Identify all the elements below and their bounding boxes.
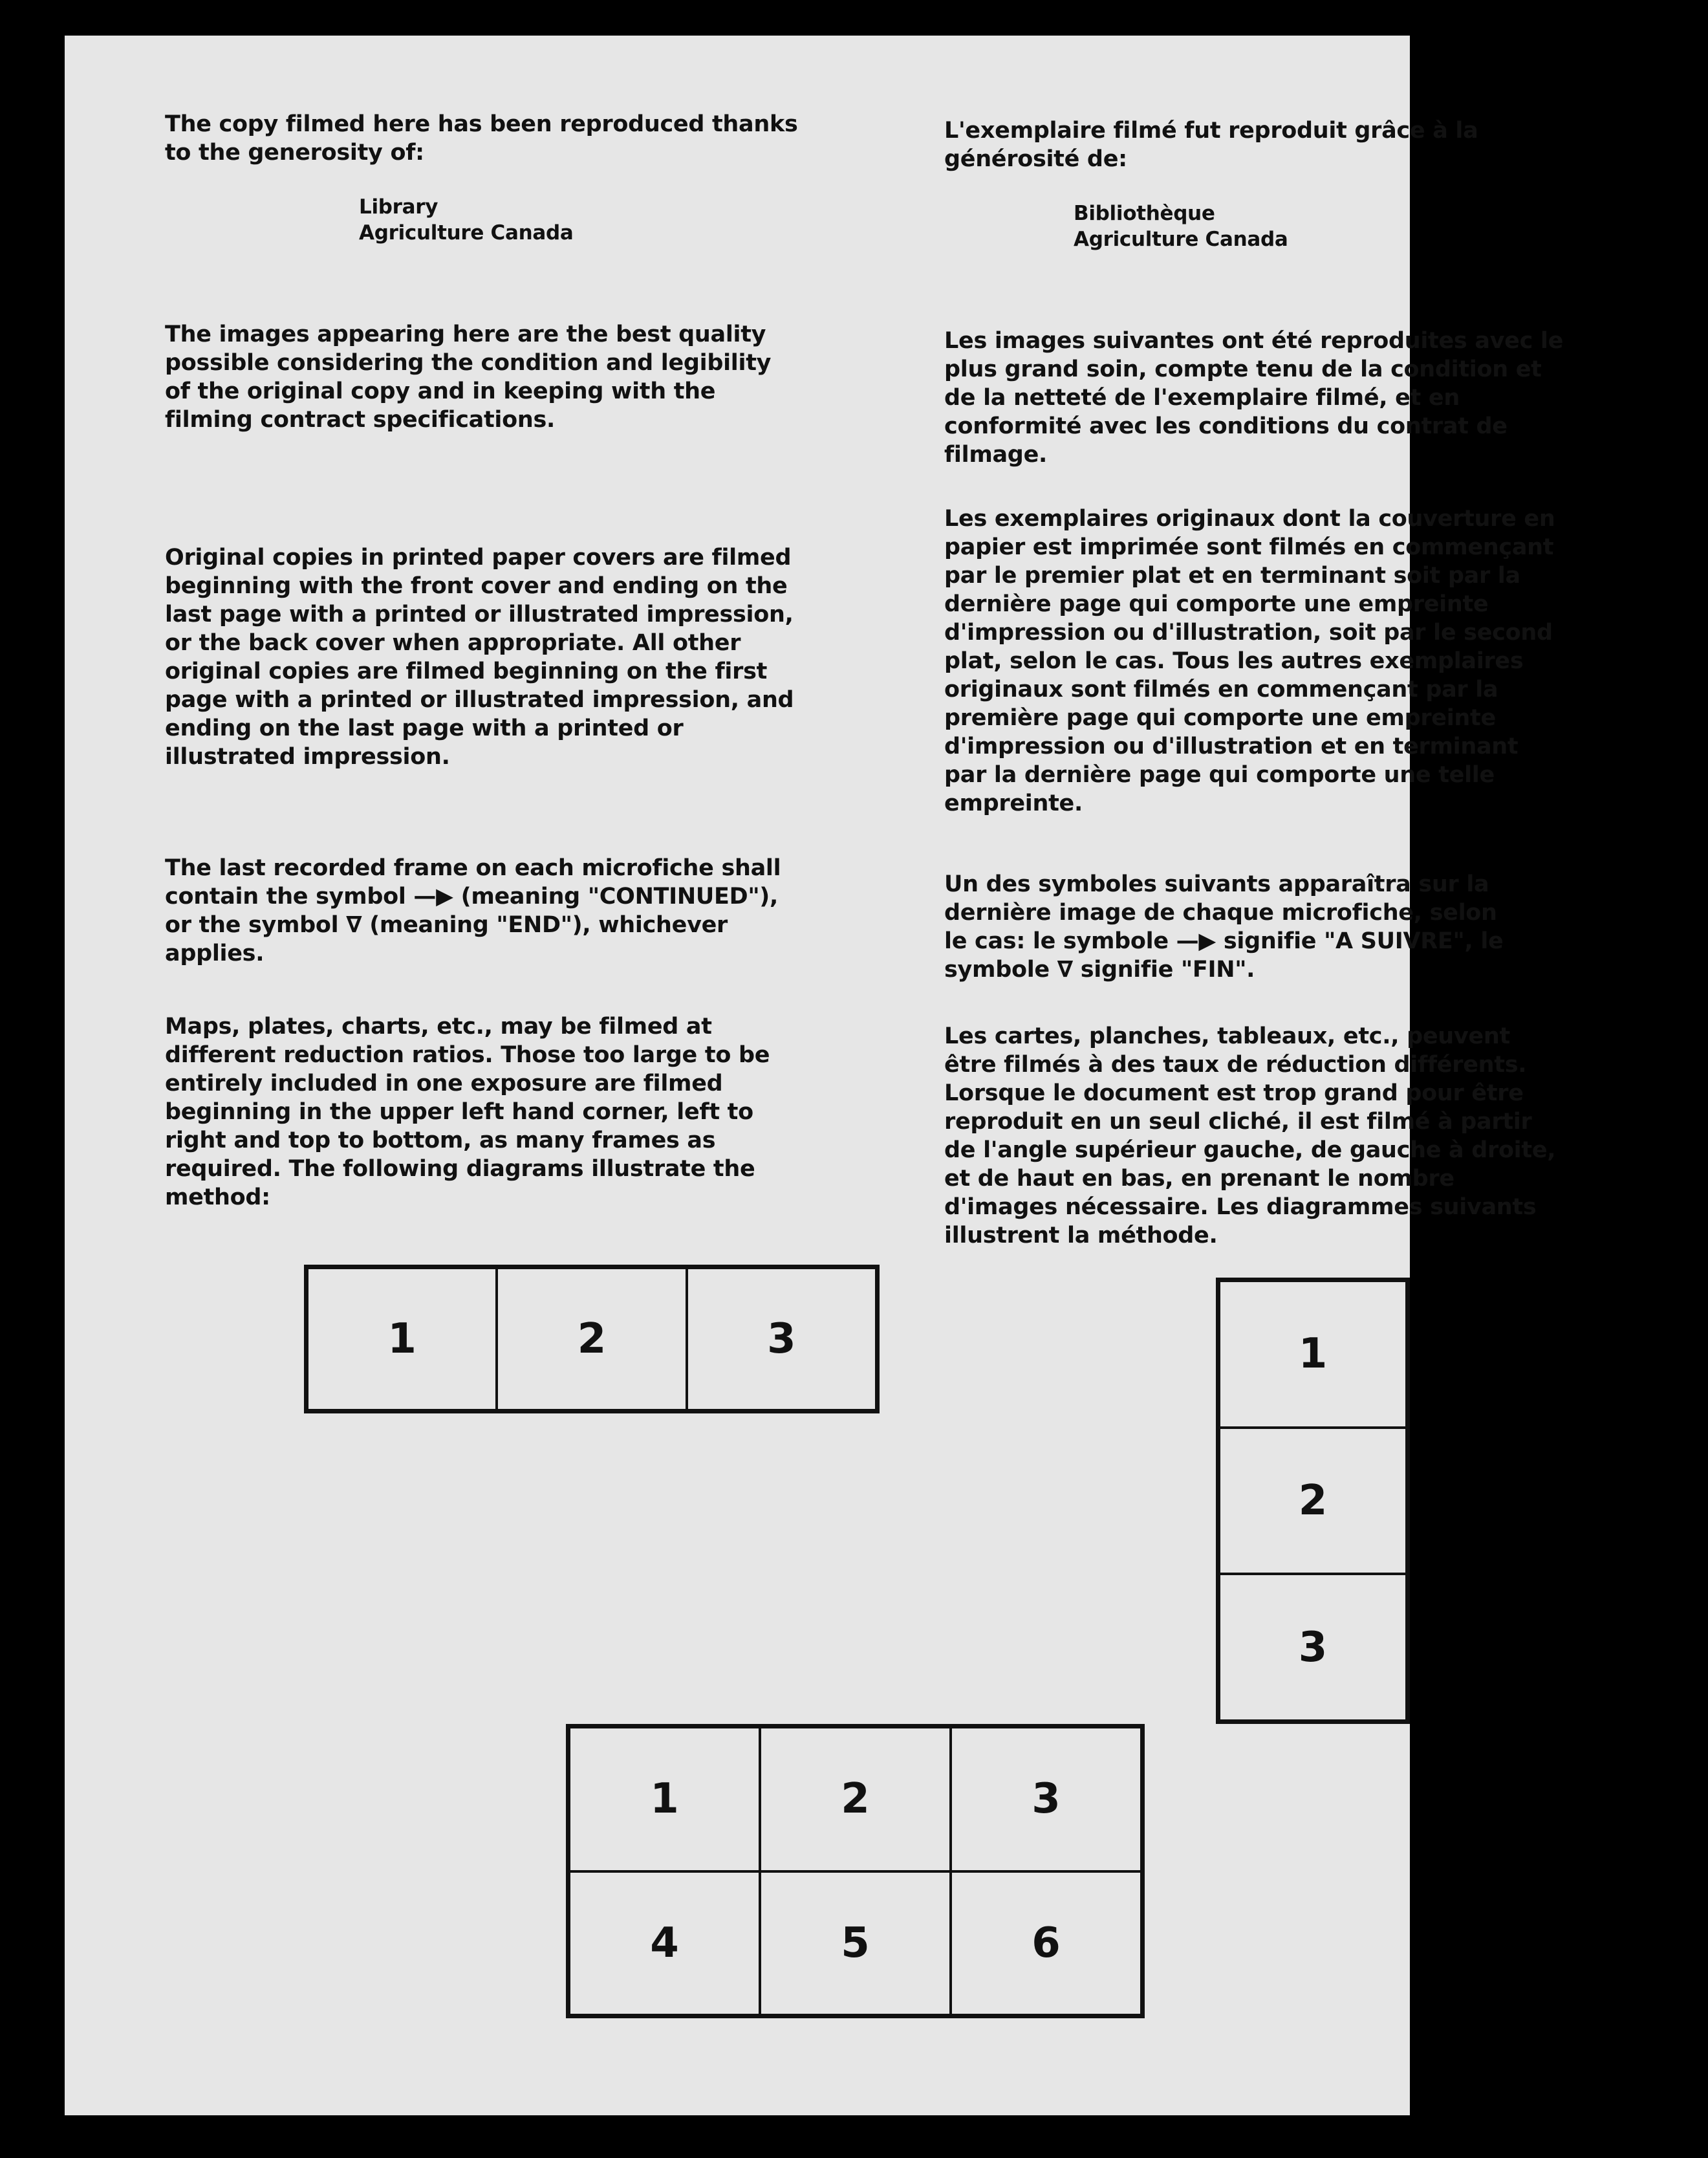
english-quality-paragraph: The images appearing here are the best quality possible considering the condition and legibility of the original copy and in keeping with the filming contract specifications. xyxy=(165,322,772,433)
english-library-line2: Agriculture Canada xyxy=(359,221,574,245)
french-symbols-paragraph: Un des symboles suivants apparaîtra sur la dernière image de chaque microfiche, selon le cas: le symbole —▶ signifie "A SUIVRE", le symbole ∇ signifie "FIN". xyxy=(944,871,1504,983)
french-library xyxy=(944,201,1643,252)
document-page xyxy=(65,36,1564,2115)
horizontal-frame-diagram xyxy=(304,1265,880,1413)
english-library-line1: Library xyxy=(359,195,438,219)
frame-cell: 1 xyxy=(307,1268,497,1410)
frame-cell: 3 xyxy=(687,1268,876,1410)
french-quality-paragraph: Les images suivantes ont été reproduites avec le plus grand soin, compte tenu de la condition et de la netteté de l'exemplaire filmé, et en conformité avec les conditions du contrat de filmage. xyxy=(944,328,1564,468)
english-symbols-paragraph: The last recorded frame on each microfiche shall contain the symbol —▶ (meaning "CONTINUED"), or the symbol ∇ (meaning "END"), whichever applies. xyxy=(165,855,781,966)
english-originals-paragraph: Original copies in printed paper covers are filmed beginning with the front cover and ending on the last page with a printed or illustrated impression, or the back cover when appropriate. All other original copies are filmed beginning on the first page with a printed or illustrated impression, and ending on the last page with a printed or illustrated impression. xyxy=(165,545,794,770)
english-intro: The copy filmed here has been reproduced thanks to the generosity of: xyxy=(165,111,798,166)
frame-cell: 3 xyxy=(951,1727,1141,1871)
french-originals-paragraph: Les exemplaires originaux dont la couverture en papier est imprimée sont filmés en commençant par le premier plat et en terminant soit par la dernière page qui comporte une empreinte d'impression ou d'illustration, soit par le second plat, selon le cas. Tous les autres exemplaires originaux sont filmés en commençant par la première page qui comporte une empreinte d'impression ou d'illustration et en terminant par la dernière page qui comporte une telle empreinte. xyxy=(944,506,1555,816)
frame-cell: 3 xyxy=(1219,1574,1407,1721)
frame-cell: 4 xyxy=(569,1871,760,2016)
french-library-line2: Agriculture Canada xyxy=(1074,228,1288,251)
frame-cell: 1 xyxy=(569,1727,760,1871)
english-maps-paragraph: Maps, plates, charts, etc., may be filmed at different reduction ratios. Those too large to be entirely included in one exposure are filmed beginning in the upper left hand corner, left to right and top to bottom, as many frames as required. The following diagrams illustrate the method: xyxy=(165,1014,770,1210)
frame-cell: 2 xyxy=(760,1727,951,1871)
french-library-line1: Bibliothèque xyxy=(1074,202,1215,225)
frame-cell: 2 xyxy=(497,1268,686,1410)
vertical-frame-diagram xyxy=(1216,1278,1410,1724)
french-intro: L'exemplaire filmé fut reproduit grâce à la générosité de: xyxy=(944,118,1478,172)
six-frame-diagram xyxy=(566,1724,1145,2018)
frame-cell: 6 xyxy=(951,1871,1141,2016)
frame-cell: 1 xyxy=(1219,1281,1407,1428)
english-library xyxy=(165,194,818,246)
frame-cell: 2 xyxy=(1219,1428,1407,1575)
french-maps-paragraph: Les cartes, planches, tableaux, etc., peuvent être filmés à des taux de réduction différents. Lorsque le document est trop grand pour être reproduit en un seul cliché, il est filmé à partir de l'angle supérieur gauche, de gauche à droite, et de haut en bas, en prenant le nombre d'images nécessaire. Les diagrammes suivants illustrent la méthode. xyxy=(944,1023,1556,1248)
frame-cell: 5 xyxy=(760,1871,951,2016)
